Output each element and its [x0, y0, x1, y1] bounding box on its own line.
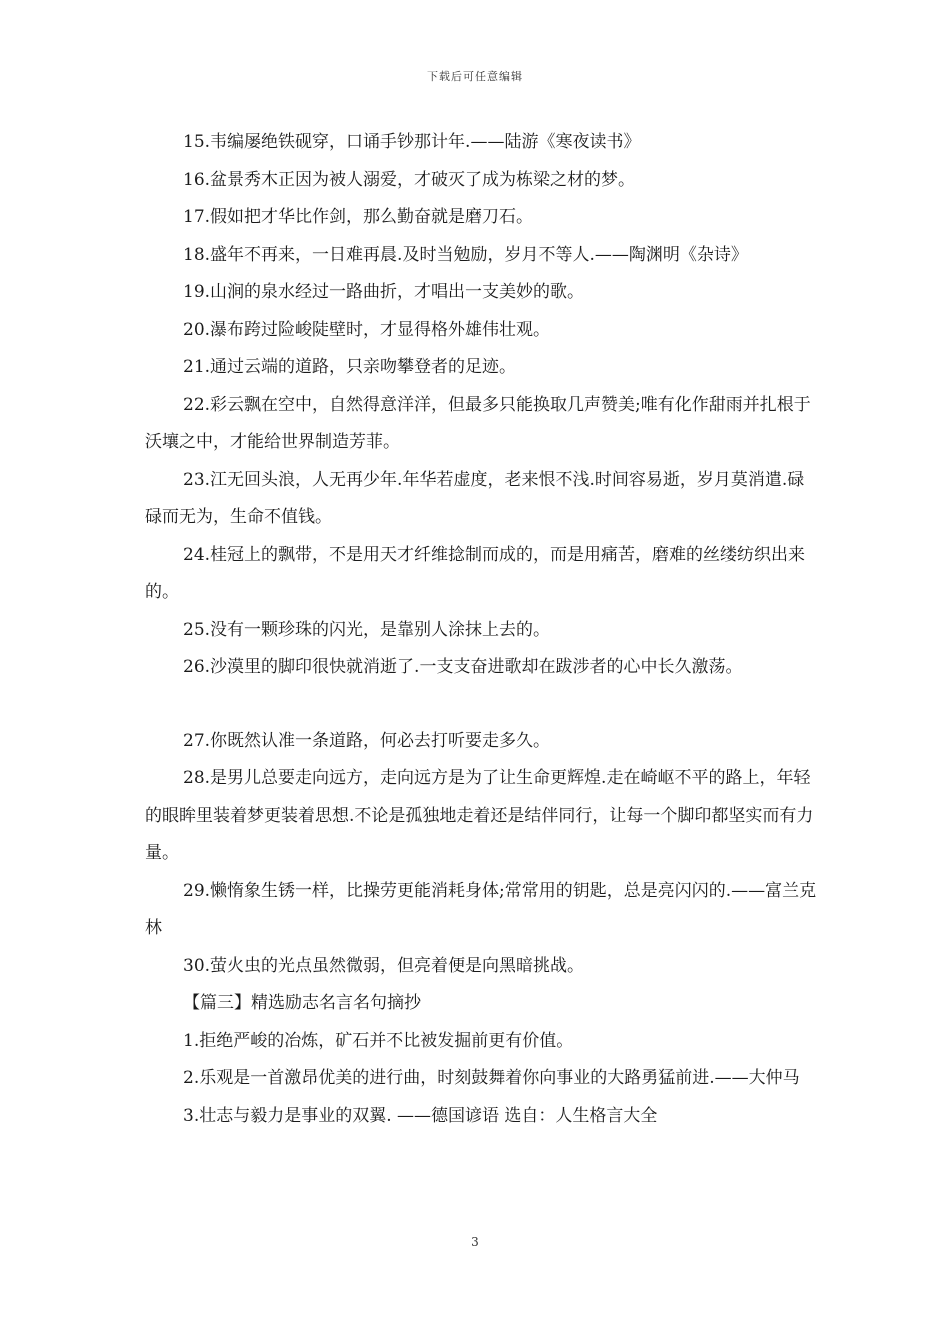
quote-20: 20.瀑布跨过险峻陡壁时，才显得格外雄伟壮观。	[183, 319, 551, 340]
quote-28: 28.是男儿总要走向远方，走向远方是为了让生命更辉煌.走在崎岖不平的路上，年轻的眼眸里装着梦更装着思想.不论是孤独地走着还是结伴同行，让每一个脚印都坚实而有力量。	[145, 768, 814, 863]
quote-21: 21.通过云端的道路，只亲吻攀登者的足迹。	[183, 357, 517, 377]
quote-23: 23.江无回头浪，人无再少年.年华若虚度，老来恨不浅.时间容易逝，岁月莫消遣.碌碌而无为，生命不值钱。	[145, 469, 805, 527]
quote-19: 19.山涧的泉水经过一路曲折，才唱出一支美妙的歌。	[183, 282, 585, 302]
quote-1: 1.拒绝严峻的冶炼，矿石并不比被发掘前更有价值。	[183, 1030, 574, 1051]
quote-18: 18.盛年不再来，一日难再晨.及时当勉励，岁月不等人.——陶渊明《杂诗》	[183, 244, 748, 265]
quote-25: 25.没有一颗珍珠的闪光，是靠别人涂抹上去的。	[183, 619, 551, 640]
paragraph-gap	[145, 687, 820, 723]
quote-29: 29.懒惰象生锈一样，比操劳更能消耗身体;常常用的钥匙，总是亮闪闪的.——富兰克林	[145, 880, 817, 938]
quote-30: 30.萤火虫的光点虽然微弱，但亮着便是向黑暗挑战。	[183, 955, 585, 976]
quote-17: 17.假如把才华比作剑，那么勤奋就是磨刀石。	[183, 207, 534, 227]
quote-26: 26.沙漠里的脚印很快就消逝了.一支支奋进歌却在跋涉者的心中长久激荡。	[183, 657, 743, 677]
quote-16: 16.盆景秀木正因为被人溺爱，才破灭了成为栋梁之材的梦。	[183, 169, 636, 190]
document-body	[145, 124, 820, 1135]
quote-27: 27.你既然认准一条道路，何必去打听要走多久。	[183, 730, 551, 751]
quote-2: 2.乐观是一首激昂优美的进行曲，时刻鼓舞着你向事业的大路勇猛前进.——大仲马	[183, 1068, 800, 1088]
section-heading: 【篇三】精选励志名言名句摘抄	[183, 993, 421, 1013]
quote-22: 22.彩云飘在空中，自然得意洋洋，但最多只能换取几声赞美;唯有化作甜雨并扎根于沃壤之中，才能给世界制造芳菲。	[145, 394, 811, 452]
quote-3: 3.壮志与毅力是事业的双翼. ——德国谚语 选自：人生格言大全	[183, 1105, 658, 1126]
quote-24: 24.桂冠上的飘带，不是用天才纤维捻制而成的，而是用痛苦，磨难的丝缕纺织出来的。	[145, 544, 806, 602]
page-header: 下载后可任意编辑	[427, 70, 523, 83]
quote-15: 15.韦编屡绝铁砚穿，口诵手钞那计年.——陆游《寒夜读书》	[183, 132, 641, 152]
page-number: 3	[471, 1235, 479, 1249]
